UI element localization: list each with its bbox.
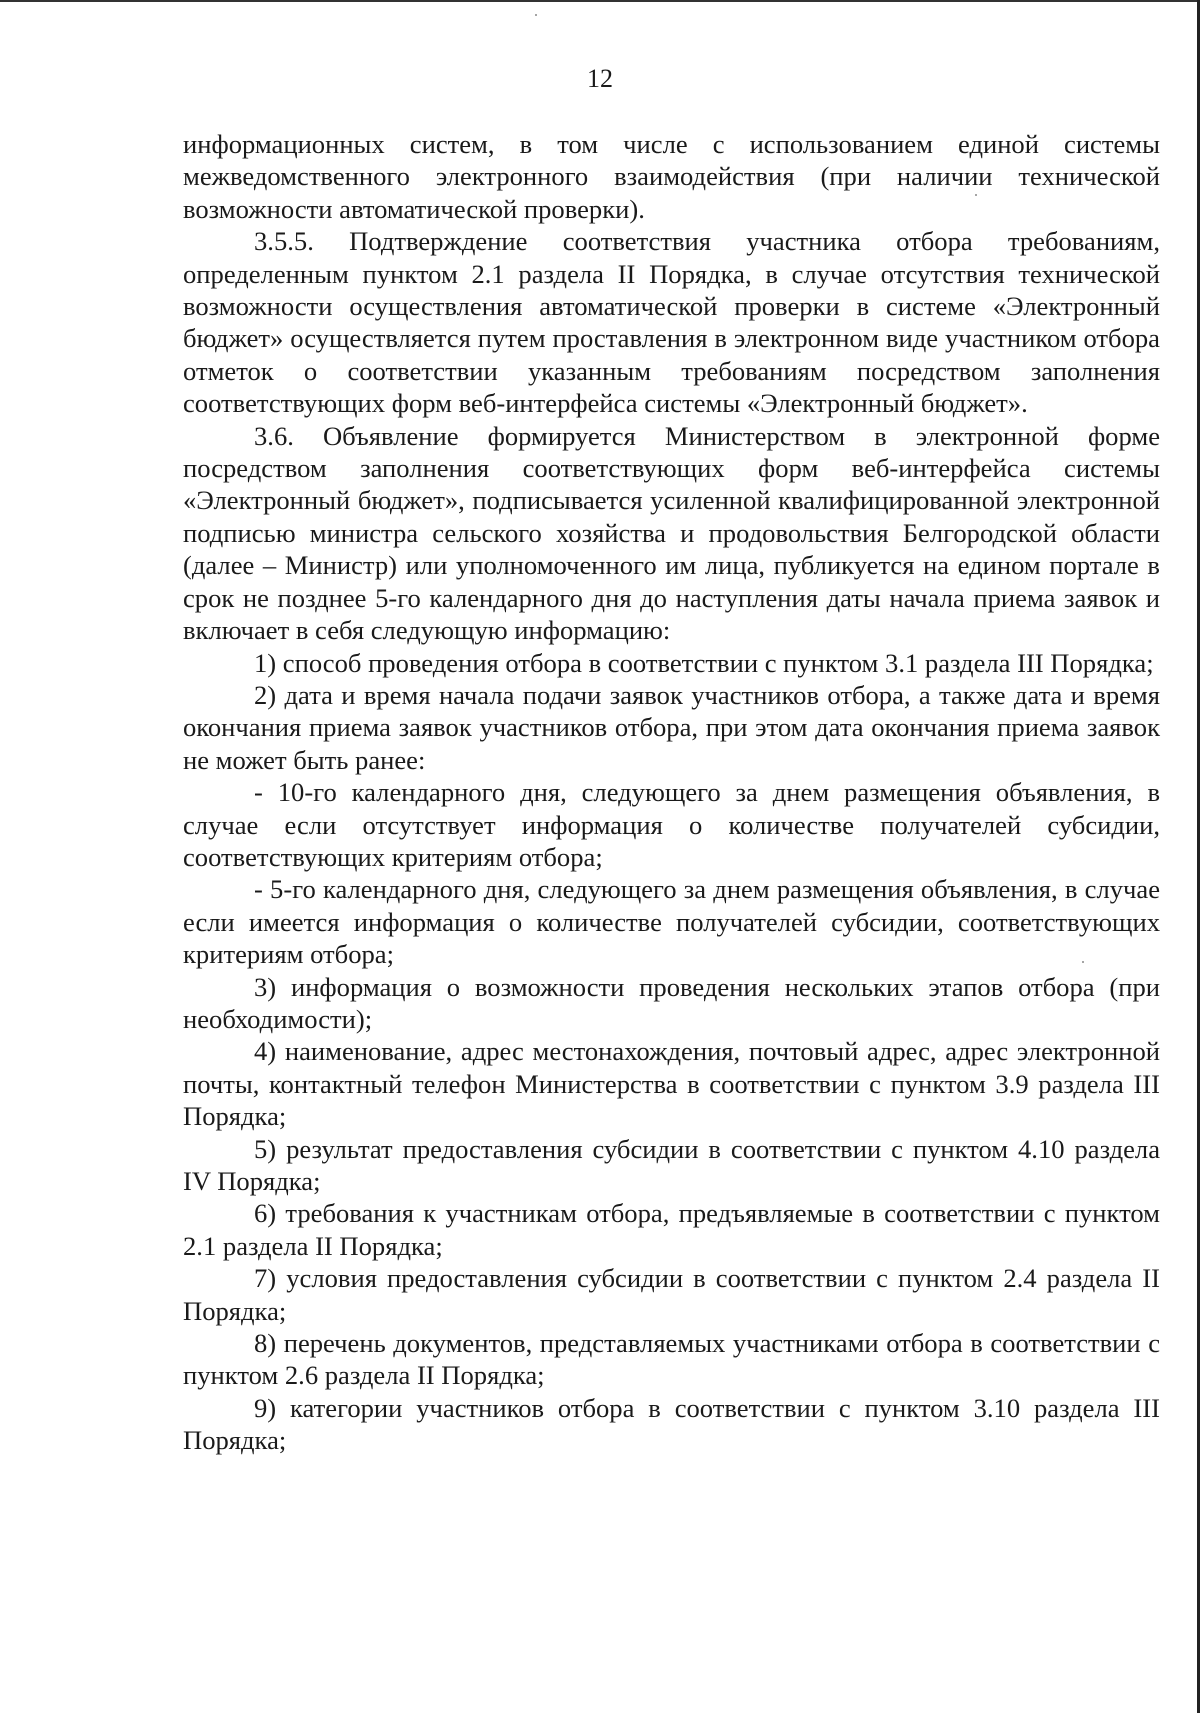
list-item-1: 1) способ проведения отбора в соответствии с пунктом 3.1 раздела III Порядка; xyxy=(254,647,1154,678)
list-item-8: 8) перечень документов, представляемых участниками отбора в соответствии с пунктом 2.6 раздела II Порядка; xyxy=(183,1328,1160,1391)
paragraph-continuation: информационных систем, в том числе с использованием единой системы межведомственного электронного взаимодействия (при наличии технической возможности автоматической проверки). xyxy=(183,129,1160,224)
list-item-2: 2) дата и время начала подачи заявок участников отбора, а также дата и время окончания приема заявок участников отбора, при этом дата окончания приема заявок не может быть ранее: xyxy=(183,679,1160,775)
list-item-9: 9) категории участников отбора в соответствии с пунктом 3.10 раздела III Порядка; xyxy=(183,1392,1160,1456)
document-body xyxy=(183,128,1160,1457)
page-number: 12 xyxy=(587,64,613,93)
scan-border-top xyxy=(0,0,1200,2)
paragraph-3-5-5: 3.5.5. Подтверждение соответствия участника отбора требованиям, определенным пунктом 2.1 раздела II Порядка, в случае отсутствия технической возможности осуществления автоматической проверки в системе «Электронный бюджет» осуществляется путем проставления в электронном виде участником отбора отметок о соответствии указанным требованиям посредством заполнения соответствующих форм веб-интерфейса системы «Электронный бюджет». xyxy=(183,226,1160,419)
list-item-4: 4) наименование, адрес местонахождения, почтовый адрес, адрес электронной почты, контактный телефон Министерства в соответствии с пунктом 3.9 раздела III Порядка; xyxy=(183,1036,1160,1132)
list-item-7: 7) условия предоставления субсидии в соответствии с пунктом 2.4 раздела II Порядка; xyxy=(183,1263,1160,1326)
sub-item-5-day: - 5-го календарного дня, следующего за днем размещения объявления, в случае если имеется информация о количестве получателей субсидии, соответствующих критериям отбора; xyxy=(183,874,1160,970)
scan-speck xyxy=(535,14,537,16)
list-item-3: 3) информация о возможности проведения нескольких этапов отбора (при необходимости); xyxy=(183,971,1160,1034)
paragraph-3-6: 3.6. Объявление формируется Министерством в электронной форме посредством заполнения соответствующих форм веб-интерфейса системы «Электронный бюджет», подписывается усиленной квалифицированной электронной подписью министра сельского хозяйства и продовольствия Белгородской области (далее – Министр) или уполномоченного им лица, публикуется на едином портале в срок не позднее 5-го календарного дня до наступления даты начала приема заявок и включает в себя следующую информацию: xyxy=(183,420,1160,646)
sub-item-10-day: - 10-го календарного дня, следующего за днем размещения объявления, в случае если отсутствует информация о количестве получателей субсидии, соответствующих критериям отбора; xyxy=(183,777,1160,872)
list-item-6: 6) требования к участникам отбора, предъявляемые в соответствии с пунктом 2.1 раздела II Порядка; xyxy=(183,1198,1160,1261)
list-item-5: 5) результат предоставления субсидии в соответствии с пунктом 4.10 раздела IV Порядка; xyxy=(183,1133,1160,1196)
